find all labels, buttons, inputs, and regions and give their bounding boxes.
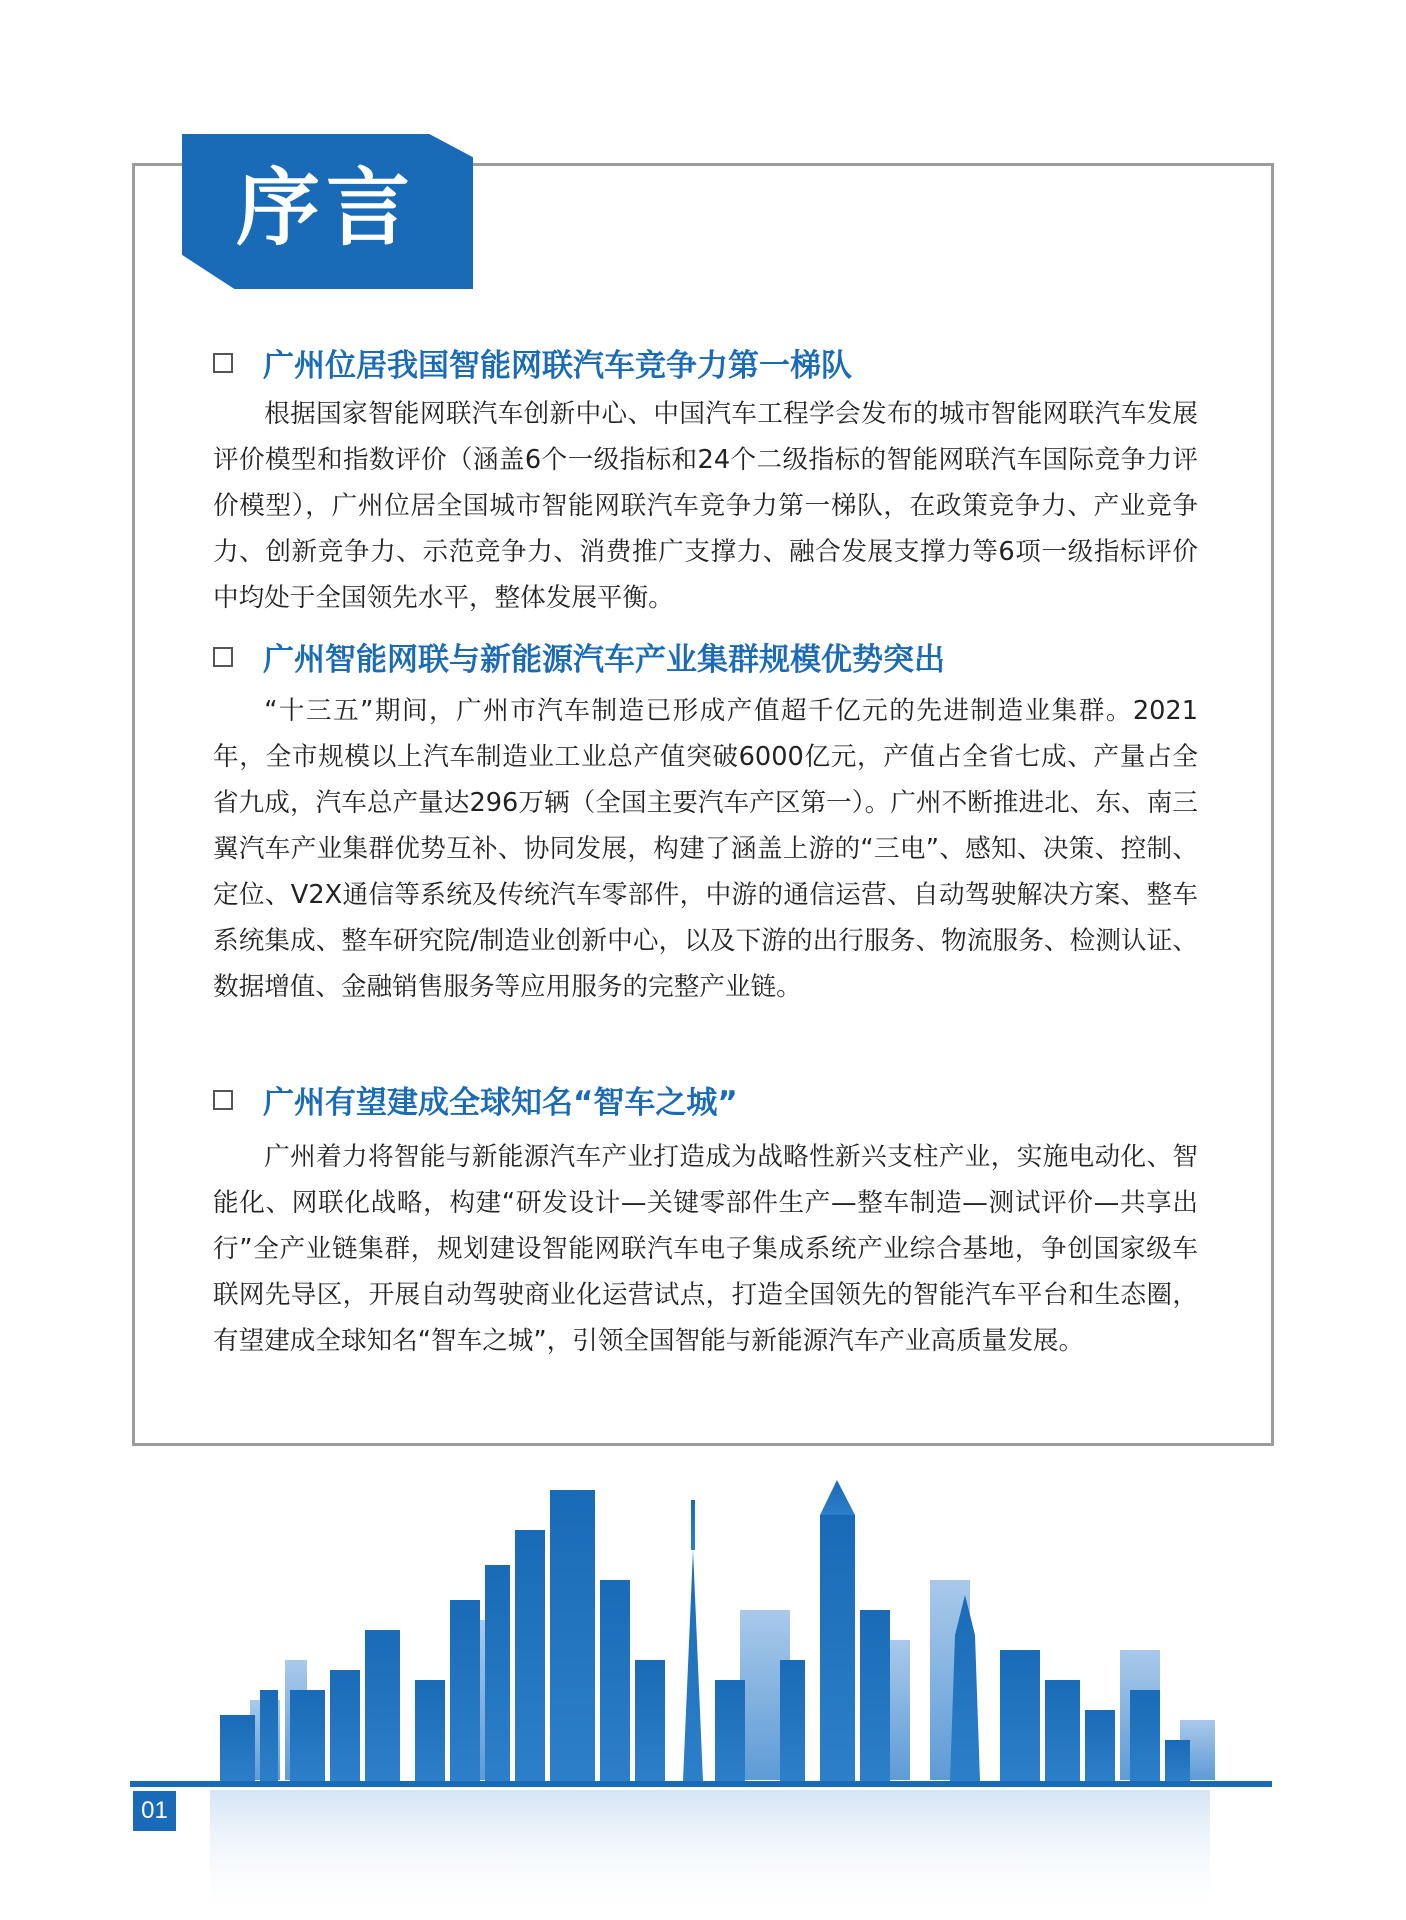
checkbox-icon: [213, 647, 233, 667]
section-heading-text: 广州有望建成全球知名“智车之城”: [263, 1085, 738, 1121]
section-heading-1: [213, 340, 852, 385]
section-heading-text: 广州智能网联与新能源汽车产业集群规模优势突出: [263, 642, 945, 678]
section-body-2: “十三五”期间，广州市汽车制造已形成产值超千亿元的先进制造业集群。2021年，全市规模以上汽车制造业工业总产值突破6000亿元，产值占全省七成、产量占全省九成，汽车总产量达296万辆（全国主要汽车产区第一）。广州不断推进北、东、南三翼汽车产业集群优势互补、协同发展，构建了涵盖上游的“三电”、感知、决策、控制、定位、V2X通信等系统及传统汽车零部件，中游的通信运营、自动驾驶解决方案、整车系统集成、整车研究院/制造业创新中心，以及下游的出行服务、物流服务、检测认证、数据增值、金融销售服务等应用服务的完整产业链。: [213, 696, 1198, 1002]
ground-line: [130, 1781, 1272, 1787]
page-title: 序言: [236, 159, 417, 257]
checkbox-icon: [213, 353, 233, 373]
section-body-3: 广州着力将智能与新能源汽车产业打造成为战略性新兴支柱产业，实施电动化、智能化、网联化战略，构建“研发设计—关键零部件生产—整车制造—测试评价—共享出行”全产业链集群，规划建设智能网联汽车电子集成系统产业综合基地，争创国家级车联网先导区，开展自动驾驶商业化运营试点，打造全国领先的智能汽车平台和生态圈，有望建成全球知名“智车之城”，引领全国智能与新能源汽车产业高质量发展。: [213, 1142, 1198, 1356]
section-heading-3: [213, 1077, 738, 1122]
city-skyline-illustration: [130, 1460, 1276, 1920]
page-number-badge: 01: [133, 1791, 176, 1831]
section-heading-text: 广州位居我国智能网联汽车竞争力第一梯队: [263, 348, 852, 384]
checkbox-icon: [213, 1090, 233, 1110]
section-body-1: 根据国家智能网联汽车创新中心、中国汽车工程学会发布的城市智能网联汽车发展评价模型和指数评价（涵盖6个一级指标和24个二级指标的智能网联汽车国际竞争力评价模型），广州位居全国城市智能网联汽车竞争力第一梯队，在政策竞争力、产业竞争力、创新竞争力、示范竞争力、消费推广支撑力、融合发展支撑力等6项一级指标评价中均处于全国领先水平，整体发展平衡。: [213, 399, 1198, 613]
section-heading-2: [213, 634, 945, 679]
